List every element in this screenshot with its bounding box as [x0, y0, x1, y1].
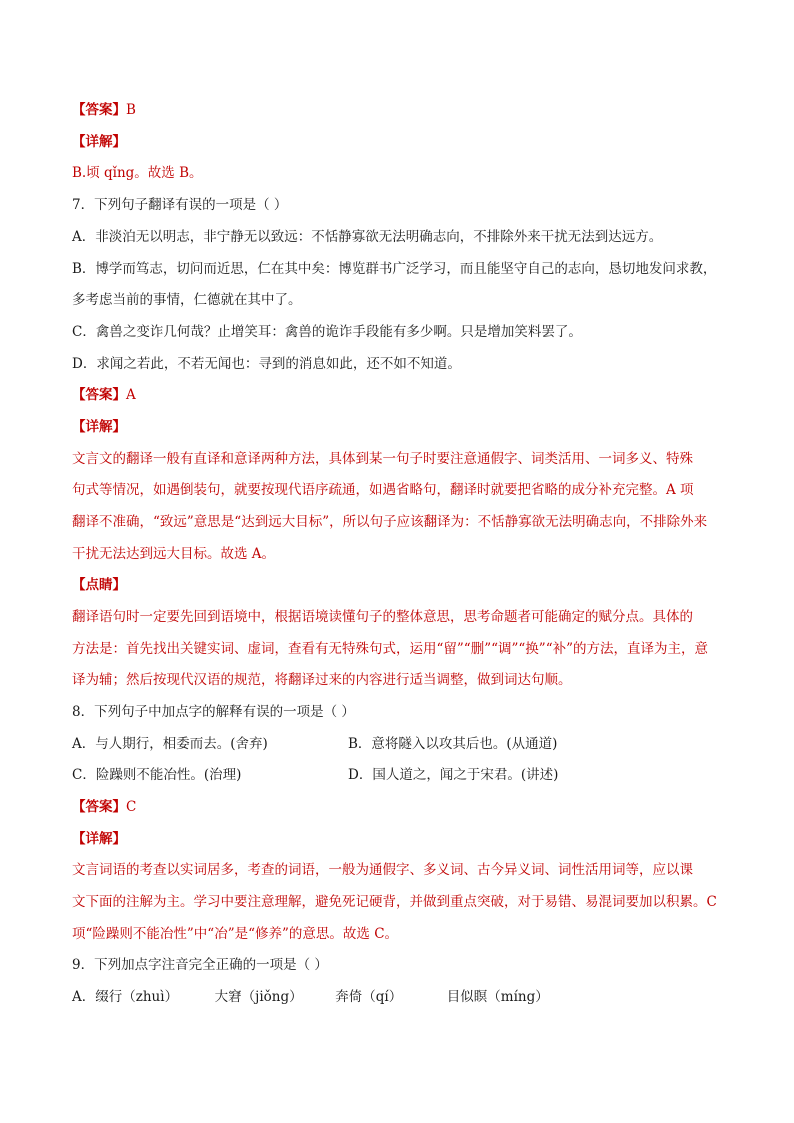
question-8-detail-line: 项“险躁则不能冶性”中“冶”是“修养”的意思。故选 C。	[72, 926, 399, 942]
question-7-detail-line: 干扰无法达到远大目标。故选 A。	[72, 546, 276, 562]
question-8-option-a: A．与人期行，相委而去。(舍弃)	[72, 736, 268, 752]
answer-value: B	[126, 102, 136, 118]
question-7-detail-line: 翻译不准确，“致远”意思是“达到远大目标”，所以句子应该翻译为：不恬静寡欲无法明确志向，不排除外来	[72, 514, 708, 530]
detail-tag: 【详解】	[72, 134, 126, 150]
question-7-option-c: C．禽兽之变诈几何哉？止增笑耳：禽兽的诡诈手段能有多少啊。只是增加笑料罢了。	[72, 324, 582, 340]
question-8-detail-tag: 【详解】	[72, 831, 126, 847]
question-9-stem: 9．下列加点字注音完全正确的一项是（ ）	[72, 957, 328, 973]
answer-row	[72, 100, 136, 120]
question-7-detail-tag: 【详解】	[72, 419, 126, 435]
question-8-detail-line: 文下面的注解为主。学习中要注意理解，避免死记硬背，并做到重点突破，对于易错、易混词要加以积累。C	[72, 894, 717, 910]
question-7-answer-row: 【答案】A	[72, 387, 136, 403]
answer-tag: 【答案】	[72, 102, 126, 118]
question-7-stem: 7．下列句子翻译有误的一项是（ ）	[72, 197, 288, 213]
question-7-option-d: D．求闻之若此，不若无闻也：寻到的消息如此，还不如不知道。	[72, 356, 461, 372]
question-8-option-b: B．意将隧入以攻其后也。(从通道)	[348, 736, 558, 752]
question-7-tip-tag: 【点睛】	[72, 577, 126, 593]
question-8-answer-row: 【答案】C	[72, 799, 137, 815]
question-8-detail-line: 文言词语的考查以实词居多，考查的词语，一般为通假字、多义词、古今异义词、词性活用词等，应以课	[72, 862, 693, 878]
question-7-tip-line: 方法是：首先找出关键实词、虚词，查看有无特殊句式，运用“留”“删”“调”“换”“补”的方法，直译为主，意	[72, 641, 709, 657]
question-7-detail-line: 文言文的翻译一般有直译和意译两种方法，具体到某一句子时要注意通假字、词类活用、一词多义、特殊	[72, 451, 693, 467]
question-8-answer-value: C	[126, 799, 137, 815]
question-7-option-b-line2: 多考虑当前的事情，仁德就在其中了。	[72, 292, 302, 308]
question-7-detail-line: 句式等情况，如遇倒装句，就要按现代语序疏通，如遇省略句，翻译时就要把省略的成分补充完整。A 项	[72, 482, 694, 498]
question-7-tip-line: 译为辅；然后按现代汉语的规范，将翻译过来的内容进行适当调整，做到词达句顺。	[72, 672, 572, 688]
question-8-option-d: D．国人道之，闻之于宋君。(讲述)	[348, 767, 559, 783]
question-7-tip-line: 翻译语句时一定要先回到语境中，根据语境读懂句子的整体意思，思考命题者可能确定的赋分点。具体的	[72, 609, 693, 625]
question-9-option-a: A．缀行（zhuì） 大窘（jiǒng） 奔倚（qí） 目似瞑（míng）	[72, 989, 549, 1005]
detail-text: B.顷 qǐng。故选 B。	[72, 165, 203, 181]
question-8-option-c: C．险躁则不能冶性。(治理)	[72, 767, 242, 783]
question-8-stem: 8．下列句子中加点字的解释有误的一项是（ ）	[72, 704, 355, 720]
question-7-option-b-line1: B．博学而笃志，切问而近思，仁在其中矣：博览群书广泛学习，而且能坚守自己的志向，恳切地发问求教，	[72, 261, 717, 277]
question-7-answer-value: A	[126, 387, 136, 403]
question-7-option-a: A．非淡泊无以明志，非宁静无以致远：不恬静寡欲无法明确志向，不排除外来干扰无法到达远方。	[72, 229, 663, 245]
